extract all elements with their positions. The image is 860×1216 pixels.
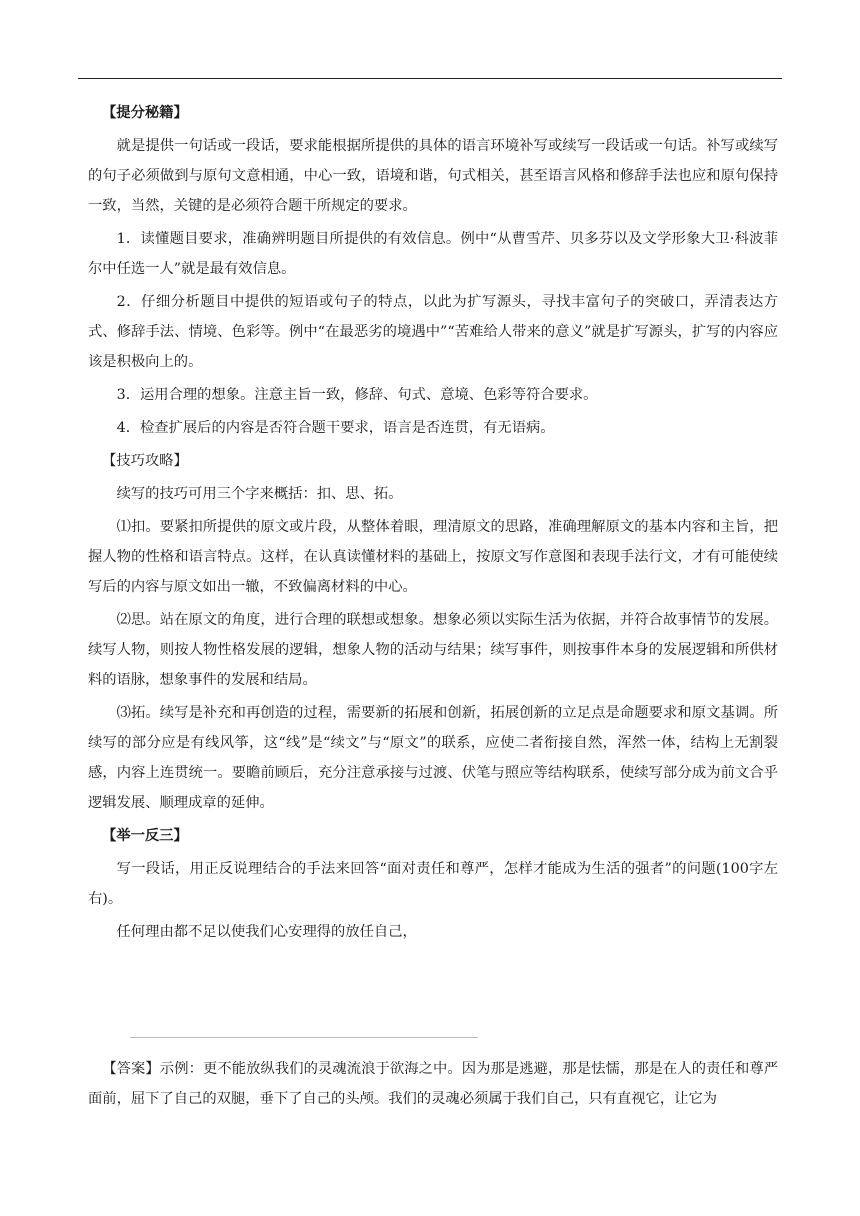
- tip-3: 3．运用合理的想象。注意主旨一致，修辞、句式、意境、色彩等符合要求。: [116, 387, 598, 403]
- header-rule: [78, 78, 782, 79]
- skills-intro: 续写的技巧可用三个字来概括：扣、思、拓。: [116, 486, 403, 502]
- skills-heading: 【技巧攻略】: [102, 453, 188, 469]
- example-heading: 【举一反三】: [102, 828, 188, 844]
- question-text: 写一段话，用正反说理结合的手法来回答“面对责任和尊严，怎样才能成为生活的强者”的问题(100字左右)。: [88, 861, 778, 907]
- tips-heading: 【提分秘籍】: [102, 105, 188, 121]
- tips-intro: 就是提供一句话或一段话，要求能根据所提供的具体的语言环境补写或续写一段话或一句话。补写或续写的句子必须做到与原句文意相通，中心一致，语境和谐，句式相关，甚至语言风格和修辞手法也应和原句保持一致，当然，关键的是必须符合题干所规定的要求。: [88, 138, 778, 214]
- skill-1: ⑴扣。要紧扣所提供的原文或片段，从整体着眼，理清原文的思路，准确理解原文的基本内容和主旨，把握人物的性格和语言特点。这样，在认真读懂材料的基础上，按原文写作意图和表现手法行文，才有可能使续写后的内容与原文如出一辙，不致偏离材料的中心。: [88, 519, 778, 595]
- answer-block: [88, 1054, 778, 1117]
- document-body: [88, 98, 778, 950]
- skill-2: ⑵思。站在原文的角度，进行合理的联想或想象。想象必须以实际生活为依据，并符合故事情节的发展。续写人物，则按人物性格发展的逻辑，想象人物的活动与结果；续写事件，则按事件本身的发展逻辑和所供材料的语脉，想象事件的发展和结局。: [88, 612, 778, 688]
- tip-2: 2．仔细分析题目中提供的短语或句子的特点，以此为扩写源头，寻找丰富句子的突破口，弄清表达方式、修辞手法、情境、色彩等。例中“在最恶劣的境遇中”“苦难给人带来的意义”就是扩写源头，扩写的内容应该是积极向上的。: [88, 294, 778, 370]
- tip-4: 4．检查扩展后的内容是否符合题干要求，语言是否连贯，有无语病。: [116, 420, 555, 436]
- skill-3: ⑶拓。续写是补充和再创造的过程，需要新的拓展和创新，拓展创新的立足点是命题要求和原文基调。所续写的部分应是有线风筝，这“线”是“续文”与“原文”的联系，应使二者衔接自然，浑然一体，结构上无割裂感，内容上连贯统一。要瞻前顾后，充分注意承接与过渡、伏笔与照应等结构联系，使续写部分成为前文合乎逻辑发展、顺理成章的延伸。: [88, 705, 778, 811]
- answer-blank-line: [130, 1037, 478, 1038]
- answer-text: 【答案】示例：更不能放纵我们的灵魂流浪于欲海之中。因为那是逃避，那是怯懦，那是在人的责任和尊严面前，屈下了自己的双腿，垂下了自己的头颅。我们的灵魂必须属于我们自己，只有直视它，让它为: [88, 1061, 778, 1107]
- tip-1: 1．读懂题目要求，准确辨明题目所提供的有效信息。例中“从曹雪芹、贝多芬以及文学形象大卫·科波菲尔中任选一人”就是最有效信息。: [88, 231, 778, 277]
- prompt-sentence: 任何理由都不足以使我们心安理得的放任自己，: [116, 924, 417, 940]
